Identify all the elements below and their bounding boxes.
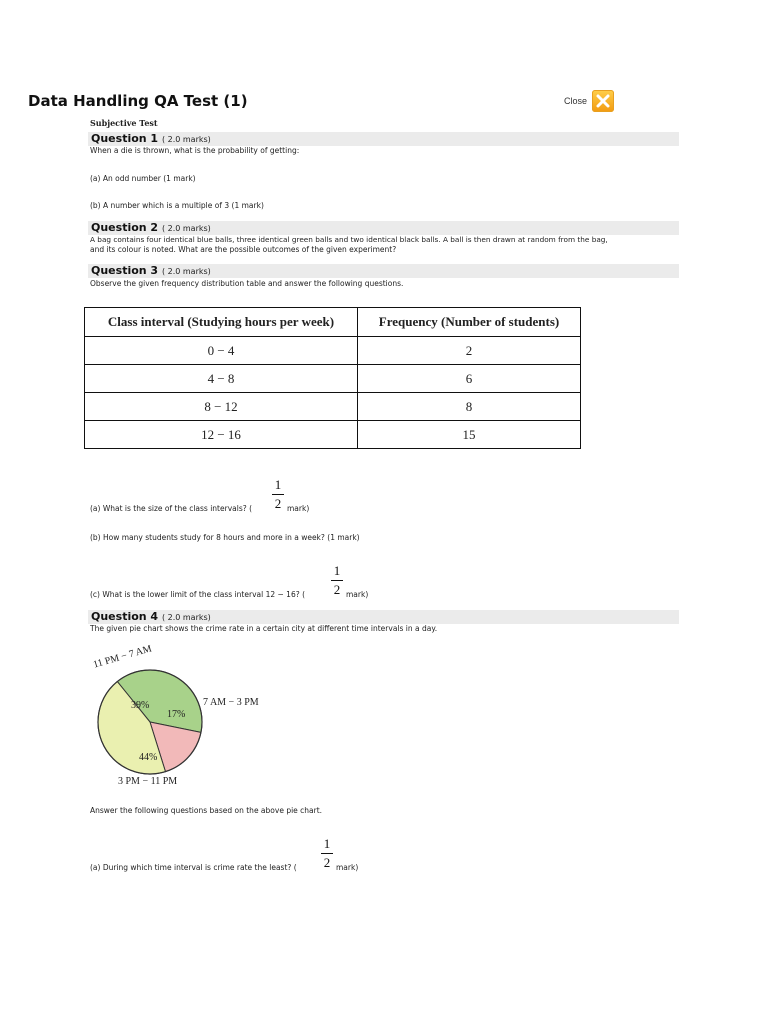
table-row <box>85 421 581 449</box>
table-row <box>85 393 581 421</box>
close-label[interactable]: Close <box>564 96 588 106</box>
close-icon[interactable] <box>595 93 611 109</box>
frequency-table <box>84 307 581 449</box>
pie-label-slice-2: 7 AM − 3 PM <box>203 697 259 708</box>
close-button[interactable] <box>592 90 614 112</box>
fraction-bar <box>331 580 343 581</box>
table-header-class-interval: Class interval (Studying hours per week) <box>85 308 358 337</box>
question-1-heading <box>91 132 211 145</box>
pie-label-slice-1: 11 PM − 7 AM <box>92 643 153 671</box>
table-cell-interval: 0 − 4 <box>85 337 358 365</box>
question-2-heading <box>91 221 211 234</box>
table-row <box>85 365 581 393</box>
table-cell-frequency: 15 <box>358 421 581 449</box>
question-1-marks: ( 2.0 marks) <box>161 135 211 144</box>
close-control[interactable] <box>564 90 614 112</box>
question-3-part-a-suffix: mark) <box>287 504 310 513</box>
question-2-title: Question 2 <box>91 221 159 234</box>
table-cell-frequency: 6 <box>358 365 581 393</box>
table-row <box>85 337 581 365</box>
table-header-row <box>85 308 581 337</box>
question-2-text-line-2: and its colour is noted. What are the possible outcomes of the given experiment? <box>90 245 397 254</box>
question-3-part-c-suffix: mark) <box>346 590 369 599</box>
question-1-part-a: (a) An odd number (1 mark) <box>90 174 196 183</box>
question-4-text: The given pie chart shows the crime rate in a certain city at different time intervals in a day. <box>90 624 438 633</box>
question-3-part-a: (a) What is the size of the class intervals? ( <box>90 504 253 513</box>
question-1-text: When a die is thrown, what is the probability of getting: <box>90 146 300 155</box>
fraction-numerator: 1 <box>333 563 341 578</box>
fraction-denominator: 2 <box>274 496 282 511</box>
question-4-part-a-suffix: mark) <box>336 863 359 872</box>
question-1-title: Question 1 <box>91 132 159 145</box>
question-1-part-b: (b) A number which is a multiple of 3 (1 mark) <box>90 201 264 210</box>
question-4-part-a: (a) During which time interval is crime rate the least? ( <box>90 863 297 872</box>
fraction-numerator: 1 <box>323 836 331 851</box>
test-type-heading: Subjective Test <box>90 118 158 128</box>
question-4-heading <box>91 610 211 623</box>
fraction-bar <box>321 853 333 854</box>
pie-value-label-slice-2: 17% <box>167 709 186 720</box>
question-2-text-line-1: A bag contains four identical blue balls, three identical green balls and two identical black balls. A ball is then drawn at random from the bag, <box>90 235 608 244</box>
fraction-numerator: 1 <box>274 477 282 492</box>
table-cell-interval: 4 − 8 <box>85 365 358 393</box>
half-fraction <box>330 563 344 597</box>
table-cell-interval: 8 − 12 <box>85 393 358 421</box>
table-header-frequency: Frequency (Number of students) <box>358 308 581 337</box>
question-3-text: Observe the given frequency distribution table and answer the following questions. <box>90 279 404 288</box>
question-4-title: Question 4 <box>91 610 159 623</box>
table-cell-frequency: 8 <box>358 393 581 421</box>
crime-rate-pie-chart <box>88 652 288 792</box>
table-cell-interval: 12 − 16 <box>85 421 358 449</box>
half-fraction <box>271 477 285 511</box>
half-fraction <box>320 836 334 870</box>
question-3-part-c: (c) What is the lower limit of the class interval 12 − 16? ( <box>90 590 306 599</box>
table-cell-frequency: 2 <box>358 337 581 365</box>
pie-value-label-slice-3: 44% <box>139 752 158 763</box>
question-3-marks: ( 2.0 marks) <box>161 267 211 276</box>
fraction-denominator: 2 <box>323 855 331 870</box>
question-3-title: Question 3 <box>91 264 159 277</box>
question-2-marks: ( 2.0 marks) <box>161 224 211 233</box>
page-title: Data Handling QA Test (1) <box>28 92 248 110</box>
fraction-bar <box>272 494 284 495</box>
pie-value-label-slice-1: 39% <box>131 700 150 711</box>
pie-label-slice-3: 3 PM − 11 PM <box>118 776 178 787</box>
question-3-heading <box>91 264 211 277</box>
question-4-after-chart-text: Answer the following questions based on the above pie chart. <box>90 806 323 815</box>
fraction-denominator: 2 <box>333 582 341 597</box>
question-3-part-b: (b) How many students study for 8 hours and more in a week? (1 mark) <box>90 533 360 542</box>
question-4-marks: ( 2.0 marks) <box>161 613 211 622</box>
